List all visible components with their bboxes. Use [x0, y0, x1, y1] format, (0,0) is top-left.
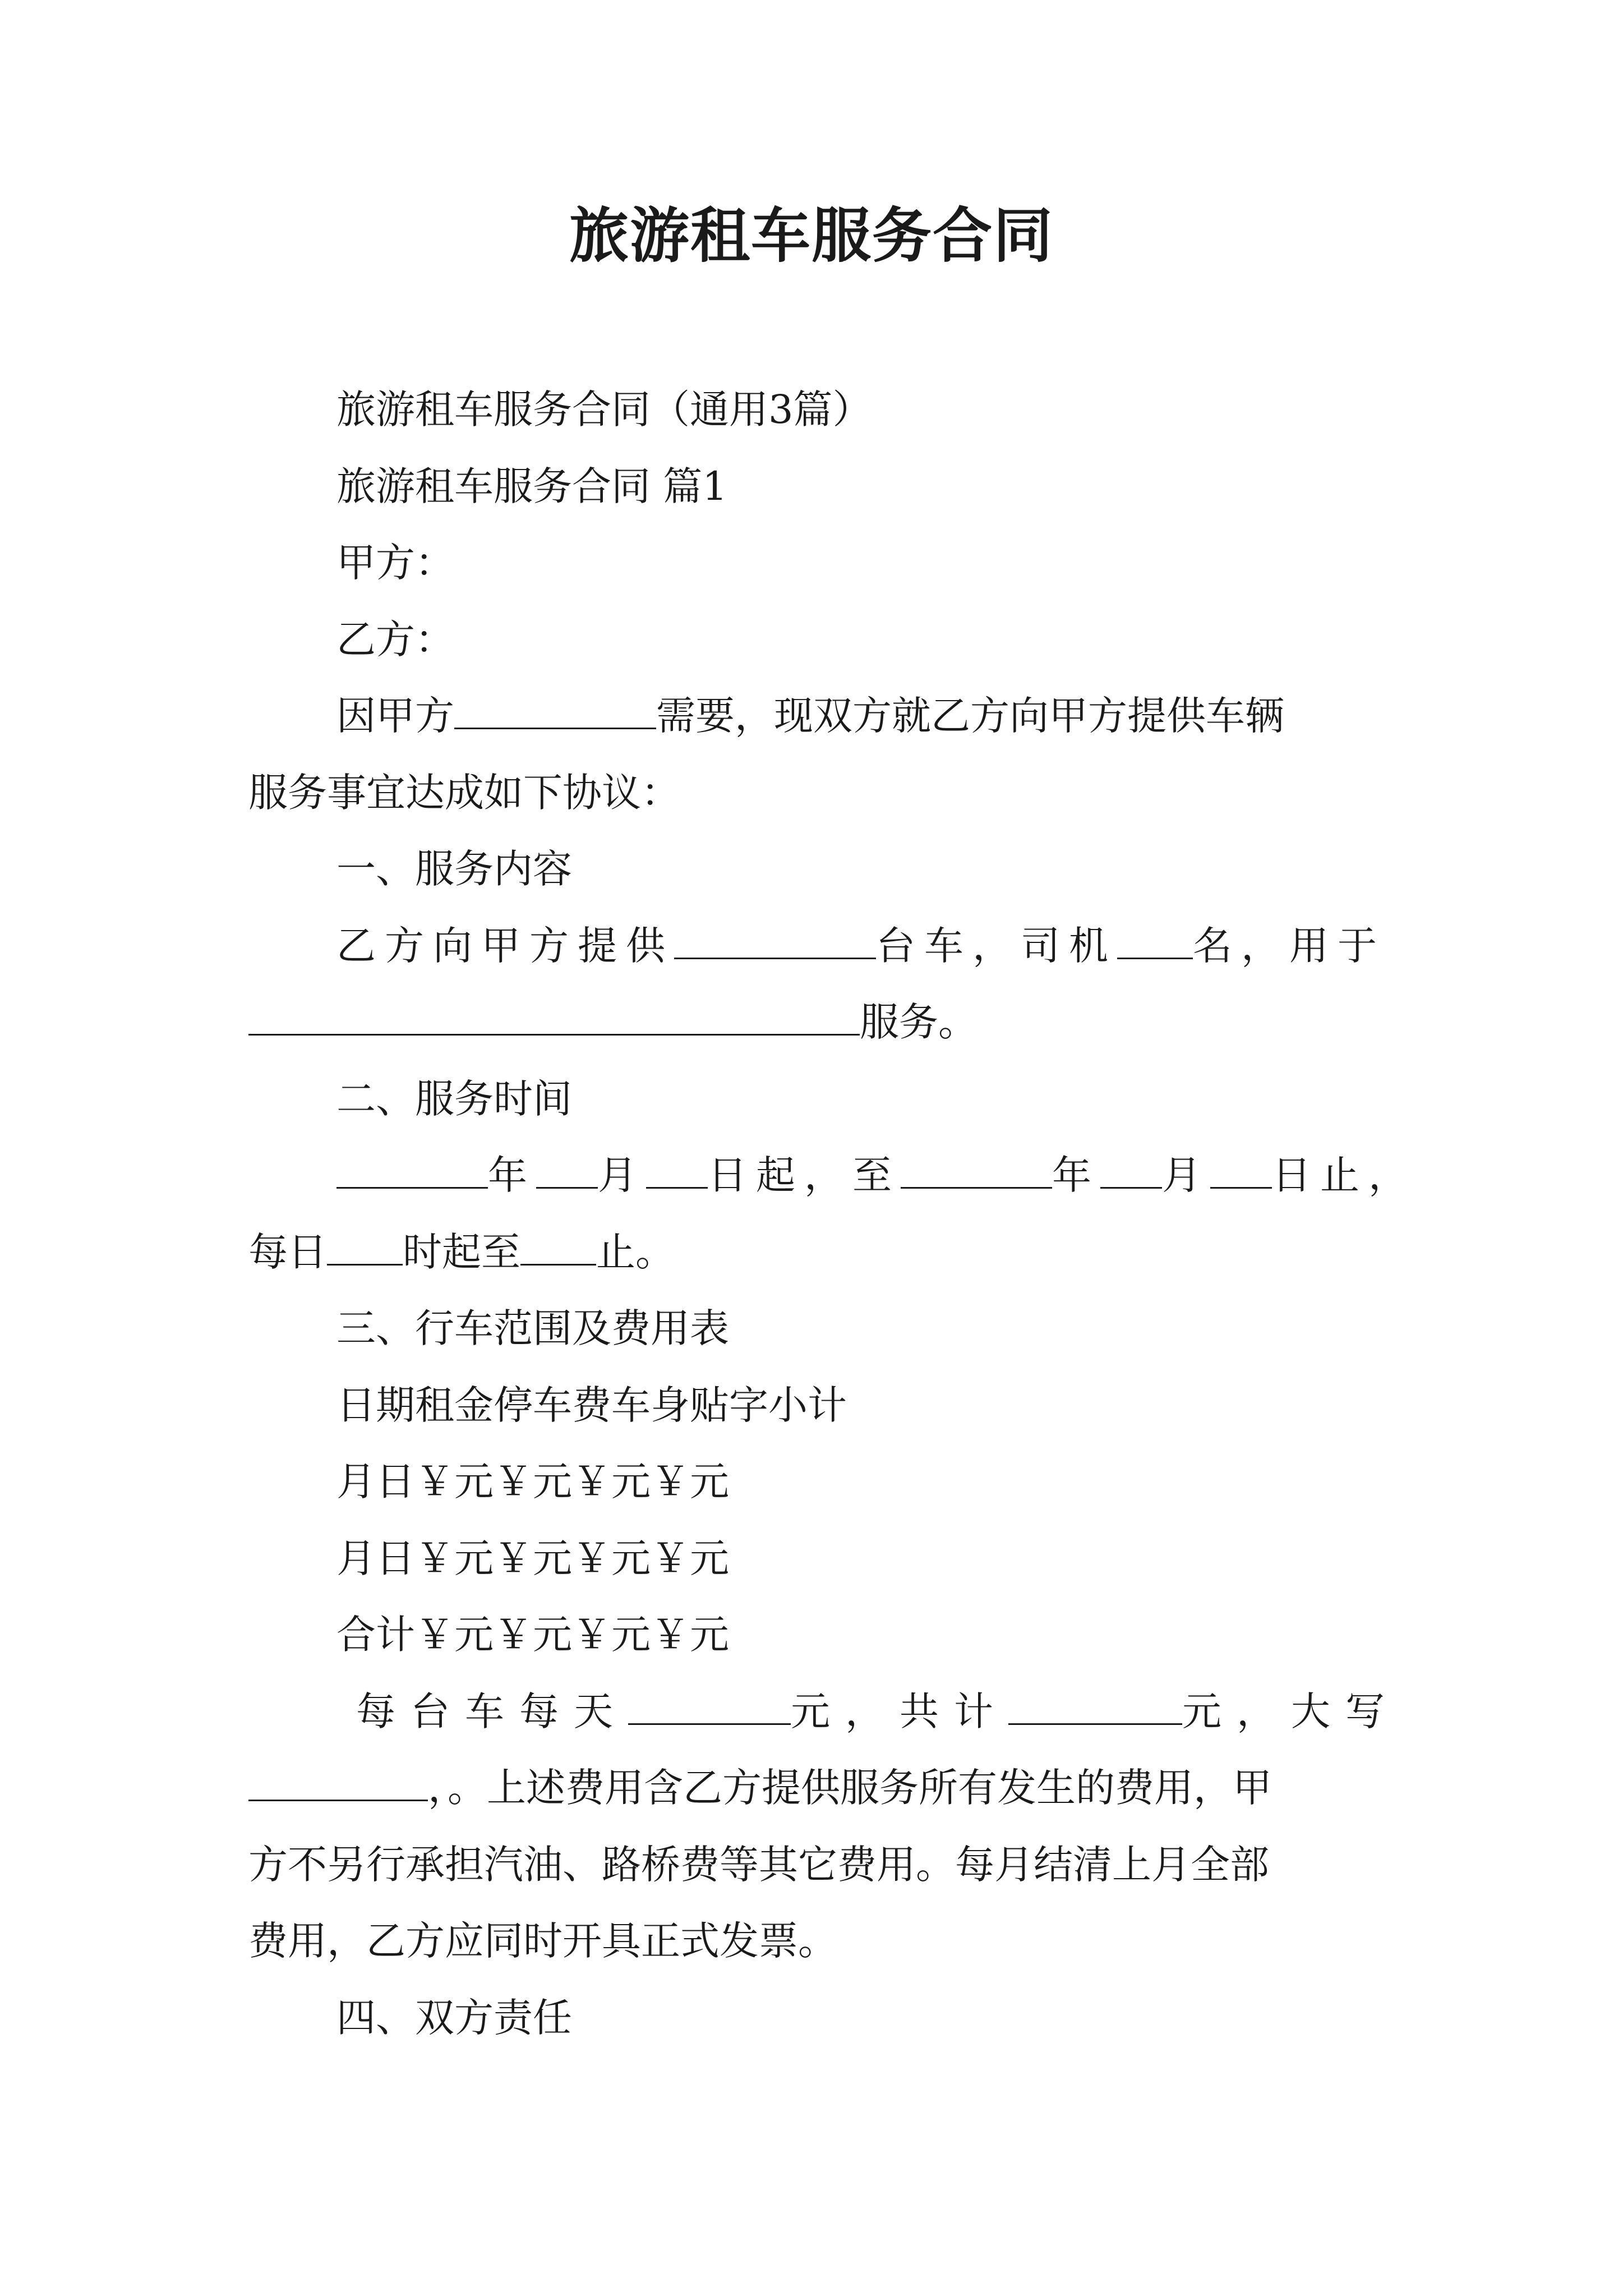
fee-text-4: ，。上述费用含乙方提供服务所有发生的费用，甲	[428, 1765, 1272, 1811]
month-label-2: 月	[1162, 1152, 1210, 1198]
section2-heading: 二、服务时间	[336, 1076, 572, 1122]
fee-note-line-3: 费用，乙方应同时开具正式发票。	[248, 1918, 837, 1964]
fee-note-line-2: 方不另行承担汽油、路桥费等其它费用。每月结清上月全部	[248, 1842, 1269, 1888]
day-from-label: 日起，至	[708, 1152, 901, 1198]
year-label-1: 年	[488, 1152, 536, 1198]
document-subtitle: 旅游租车服务合同（通用3篇）	[336, 386, 872, 432]
daily-prefix: 每日	[248, 1229, 327, 1275]
fee-table-total-row: 合计￥元￥元￥元￥元	[336, 1612, 729, 1658]
start-year-blank	[336, 1148, 488, 1189]
service-text-3: 名，用于	[1193, 923, 1386, 969]
daily-fee-line	[356, 1683, 1400, 1740]
part-heading: 旅游租车服务合同 篇1	[336, 463, 727, 509]
fee-text-2: 元，共计	[791, 1688, 1008, 1734]
party-a-label: 甲方：	[336, 540, 454, 586]
fee-note-line-1	[248, 1760, 1272, 1816]
service-text-2: 台车，司机	[876, 923, 1117, 969]
start-hour-blank	[327, 1225, 403, 1266]
document-title: 旅游租车服务合同	[569, 200, 1054, 270]
end-day-blank	[1210, 1148, 1272, 1189]
daily-mid: 时起至	[403, 1229, 520, 1275]
driver-count-blank	[1117, 918, 1193, 959]
intro-suffix: 需要，现双方就乙方向甲方提供车辆	[656, 693, 1284, 739]
fee-table-row: 月日￥元￥元￥元￥元	[336, 1458, 729, 1504]
service-text-1: 乙方向甲方提供	[336, 923, 674, 969]
service-content-line	[336, 918, 1386, 974]
service-period-line	[336, 1147, 1417, 1203]
total-amount-blank	[1008, 1684, 1182, 1725]
service-purpose-line	[248, 994, 978, 1050]
start-day-blank	[646, 1148, 708, 1189]
fee-text-1: 每台车每天	[356, 1688, 628, 1734]
end-month-blank	[1100, 1148, 1162, 1189]
end-hour-blank	[520, 1225, 596, 1266]
daily-end: 止。	[596, 1229, 675, 1275]
section3-heading: 三、行车范围及费用表	[336, 1305, 729, 1351]
daily-rate-blank	[628, 1684, 791, 1725]
year-label-2: 年	[1052, 1152, 1100, 1198]
service-text-4: 服务。	[860, 999, 978, 1045]
month-label-1: 月	[598, 1152, 646, 1198]
fee-table-header: 日期租金停车费车身贴字小计	[336, 1382, 847, 1428]
intro-continued: 服务事宜达成如下协议：	[248, 770, 680, 816]
day-to-label: 日止，	[1272, 1152, 1417, 1198]
start-month-blank	[536, 1148, 598, 1189]
party-b-label: 乙方：	[336, 616, 454, 662]
fee-text-3: 元，大写	[1182, 1688, 1400, 1734]
purpose-detail-blank	[248, 995, 860, 1036]
daily-hours-line	[248, 1224, 675, 1280]
car-count-blank	[674, 918, 876, 959]
amount-in-words-blank	[248, 1760, 428, 1801]
purpose-blank	[454, 688, 656, 729]
end-year-blank	[901, 1148, 1052, 1189]
intro-prefix: 因甲方	[336, 693, 454, 739]
intro-line	[336, 688, 1284, 744]
fee-table-row: 月日￥元￥元￥元￥元	[336, 1535, 729, 1581]
section4-heading: 四、双方责任	[336, 1995, 572, 2041]
section1-heading: 一、服务内容	[336, 846, 572, 892]
